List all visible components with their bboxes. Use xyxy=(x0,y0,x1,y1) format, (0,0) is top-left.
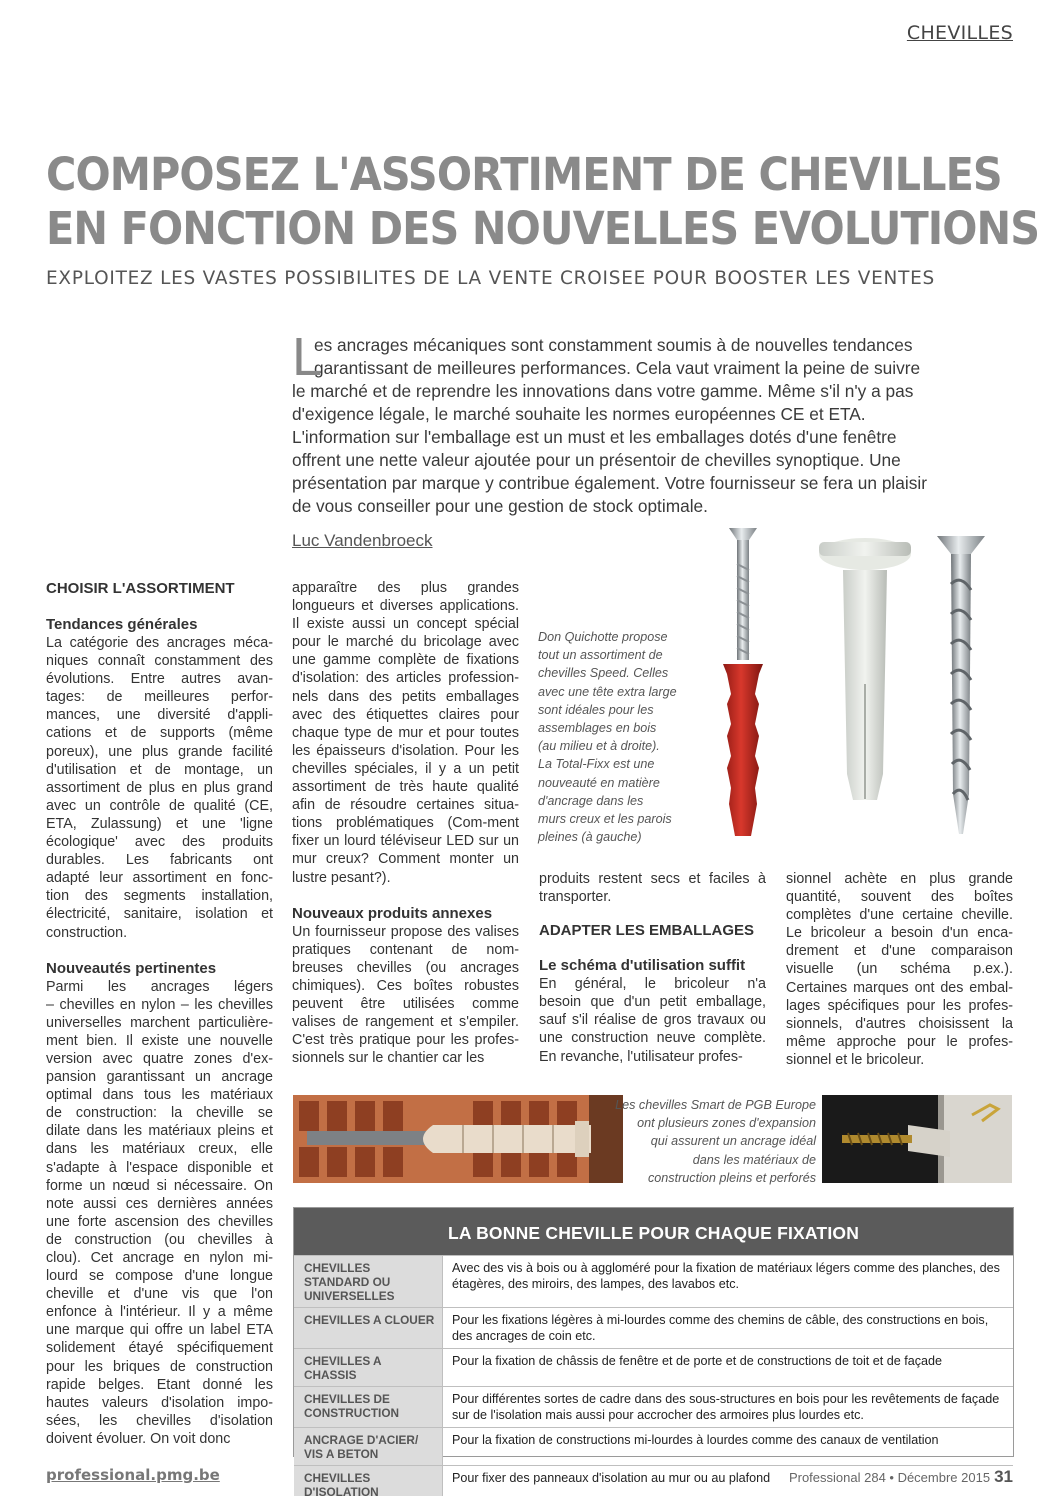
text-line: lustre pesant?). xyxy=(292,869,391,886)
paragraph xyxy=(539,975,766,1065)
intro-line: le marché et de reprendre les innovations dans votre gamme. Même s'il n'y a pas xyxy=(292,381,914,401)
text-line: de construction: la cheville se xyxy=(46,1105,273,1122)
text-line: sionnels sur le chantier car les xyxy=(292,1050,485,1067)
text-line: nels dans des petits emballages xyxy=(292,688,519,705)
text-line: valises de rangement et s'empiler. xyxy=(292,1014,519,1031)
text-line: pratiques contenant de nom- xyxy=(292,941,519,958)
intro-line: es ancrages mécaniques sont constamment soumis à de nouvelles tendances xyxy=(314,335,913,355)
text-line: assortiment de plus en plus grand xyxy=(46,779,273,796)
text-line: électricité, sanitaire, isolation et xyxy=(46,906,273,923)
text-line: Certaines marques ont des embal- xyxy=(786,979,1013,996)
text-line: avec des étiquettes claires pour xyxy=(292,706,519,723)
text-line: dilate dans les matériaux pleins et xyxy=(46,1123,273,1140)
text-line: poreux), une plus grande facilité xyxy=(46,743,273,760)
caption-line: construction pleins et perforés xyxy=(647,1170,816,1185)
subheading: Tendances générales xyxy=(46,616,198,633)
text-line: sionnel achète en plus grande xyxy=(786,871,1013,887)
intro-line: d'exigence légale, le marché souhaite les normes européennes CE et ETA. xyxy=(292,404,866,424)
paragraph xyxy=(292,923,519,1068)
table-row-key: CHEVILLES A CHASSIS xyxy=(294,1349,442,1386)
table-row-key: ANCRAGE D'ACIER/ VIS A BETON xyxy=(294,1428,442,1465)
text-line: une marque qui offre un label ETA xyxy=(46,1322,273,1339)
headline xyxy=(46,148,1040,256)
author-byline[interactable]: Luc Vandenbroeck xyxy=(292,531,433,550)
text-line: lages spécifiques pour les profes- xyxy=(786,997,1013,1014)
text-line: construction. xyxy=(46,924,128,941)
page-footer xyxy=(789,1467,1013,1487)
table-row-value: Avec des vis à bois ou à aggloméré pour la fixation de matériaux légers comme des planches, des étagères, des miroirs, des lampes, des lavabos etc. xyxy=(442,1256,1013,1307)
column-2 xyxy=(292,579,519,1067)
table-row-key: CHEVILLES DE CONSTRUCTION xyxy=(294,1387,442,1427)
table-row-key: CHEVILLES A CLOUER xyxy=(294,1308,442,1348)
text-line: s'adapte à l'espace disponible et xyxy=(46,1159,273,1176)
text-line: peuvent être utilisées comme xyxy=(292,995,519,1012)
text-line: ment bien. Il existe une nouvelle xyxy=(46,1032,273,1049)
caption-line: assemblages en bois xyxy=(538,721,657,736)
caption-line: dans les matériaux de xyxy=(692,1152,816,1167)
text-line: même approche pour le profes- xyxy=(786,1033,1013,1050)
text-line: pour les briques de construction xyxy=(46,1358,273,1375)
text-line: optimal dans tous les matériaux xyxy=(46,1087,273,1104)
section-heading: CHOISIR L'ASSORTIMENT xyxy=(46,580,235,597)
text-line: niques connaît constamment des xyxy=(46,653,273,670)
text-line: doivent évoluer. On voit donc xyxy=(46,1430,231,1447)
text-line: C'est très pratique pour les profes- xyxy=(292,1032,519,1049)
column-3 xyxy=(539,870,766,1066)
caption-line: chevilles Speed. Celles xyxy=(538,666,669,681)
anchors-illustration xyxy=(715,524,1015,844)
text-line: enfonce à l'intérieur. Il y a même xyxy=(46,1304,273,1321)
text-line: hautes valeurs d'isolation impo- xyxy=(46,1394,273,1411)
text-line: sionnels, d'autres choisissent la xyxy=(786,1015,1013,1032)
intro-line: présentation par marque y contribue également. Votre fournisseur se fera un plaisir xyxy=(292,473,927,493)
brick-anchor-photo xyxy=(293,1095,623,1183)
text-line: pour le marché du bricolage avec xyxy=(292,634,519,651)
screw-wall-illustration xyxy=(822,1095,1012,1183)
caption-line: pleines (à gauche) xyxy=(538,830,642,845)
text-line: produits restent secs et faciles à xyxy=(539,871,766,887)
table-row xyxy=(294,1307,1013,1348)
text-line: mances, une diversité d'appli- xyxy=(46,707,273,724)
table-row-key: CHEVILLES STANDARD OU UNIVERSELLES xyxy=(294,1256,442,1307)
text-line: chevilles spéciales, il y a un petit xyxy=(292,760,519,777)
text-line: une forte ascension des chevilles xyxy=(46,1213,273,1230)
text-line: apparaître des plus grandes xyxy=(292,580,519,596)
text-line: d'utilisation et de montage, un xyxy=(46,761,273,778)
text-line: afin de résoudre certaines situa- xyxy=(292,797,519,814)
table-row-key: CHEVILLES D'ISOLATION xyxy=(294,1466,442,1496)
intro-line: garantissant de meilleures performances. Cela vaut vraiment la peine de suivre xyxy=(314,358,921,378)
text-line: pansion garantissant un ancrage xyxy=(46,1069,273,1086)
column-1 xyxy=(46,580,273,1448)
text-line: tages: de meilleures perfor- xyxy=(46,689,273,706)
text-line: assortiment de très haute qualité xyxy=(292,779,519,796)
caption-line: d'ancrage dans les xyxy=(538,793,644,808)
text-line: écologique' avec des produits xyxy=(46,834,273,851)
caption-line: avec une tête extra large xyxy=(538,684,677,699)
text-line: universelles marchent particulière- xyxy=(46,1014,273,1031)
caption-line: La Total-Fixx est une xyxy=(538,757,655,772)
text-line: chimiques). Ces boîtes robustes xyxy=(292,977,519,994)
intro-paragraph xyxy=(292,327,932,518)
photo-caption xyxy=(600,1096,816,1187)
table-row xyxy=(294,1386,1013,1427)
text-line: les épaisseurs d'isolation. Pour les xyxy=(292,742,519,759)
caption-line: tout un assortiment de xyxy=(538,648,663,663)
caption-line: qui assurent un ancrage idéal xyxy=(650,1134,816,1149)
caption-line: ont plusieurs zones d'expansion xyxy=(637,1116,816,1131)
text-line: La catégorie des ancrages méca- xyxy=(46,635,273,651)
table-row-value: Pour la fixation de châssis de fenêtre et de porte et de constructions de toit et de façade xyxy=(442,1349,1013,1386)
text-line: fixer un lourd téléviseur LED sur un xyxy=(292,833,519,850)
text-line: sionnel et le bricoleur. xyxy=(786,1051,925,1068)
brick-anchor-illustration xyxy=(293,1095,623,1183)
text-line: Il existe aussi un concept spécial xyxy=(292,616,519,633)
page-number: 31 xyxy=(994,1467,1013,1486)
caption-line: (au milieu et à droite). xyxy=(538,739,660,754)
text-line: tions problématiques (Com-ment xyxy=(292,815,519,832)
text-line: chaque type de mur et pour toutes xyxy=(292,724,519,741)
text-line: drement et d'une comparaison xyxy=(786,943,1013,960)
text-line: avec un contrôle de qualité (CE, xyxy=(46,797,273,814)
caption-line: nouveauté en matière xyxy=(538,775,660,790)
text-line: de construction (ou chevilles à xyxy=(46,1231,273,1248)
text-line: mur creux? Comment monter un xyxy=(292,851,519,868)
text-line: besoin que d'un petit emballage, xyxy=(539,994,766,1011)
subheading: Nouveaux produits annexes xyxy=(292,904,493,922)
text-line: cations et de supports (même xyxy=(46,725,273,742)
caption-line: Les chevilles Smart de PGB Europe xyxy=(615,1098,816,1112)
text-line: Un fournisseur propose des valises xyxy=(292,923,519,940)
text-line: cheville et d'une vis que l'on xyxy=(46,1286,273,1303)
table-row-value: Pour fixer des panneaux d'isolation au mur ou au plafond xyxy=(442,1466,1013,1496)
text-line: forme un nœud si nécessaire. On xyxy=(46,1177,273,1194)
text-line: – chevilles en nylon – les chevilles xyxy=(46,996,273,1013)
paragraph xyxy=(786,870,1013,1069)
text-line: Le bricoleur a besoin d'un enca- xyxy=(786,925,1013,942)
text-line: Parmi les ancrages légers xyxy=(46,978,273,995)
section-tag: CHEVILLES xyxy=(906,22,1013,44)
paragraph xyxy=(46,634,273,942)
text-line: version avec quatre zones d'ex- xyxy=(46,1050,273,1067)
intro-line: L'information sur l'emballage est un must et les emballages dotés d'une fenêtre xyxy=(292,427,897,447)
text-line: clou). Cet ancrage en nylon mi- xyxy=(46,1250,273,1266)
headline-line: EN FONCTION DES NOUVELLES EVOLUTIONS xyxy=(46,202,1040,255)
table-row xyxy=(294,1348,1013,1386)
caption-line: sont idéales pour les xyxy=(538,702,654,717)
intro-line: de vous conseiller pour une gestion de stock optimale. xyxy=(292,496,708,516)
text-line: quantité, souvent des boîtes xyxy=(786,889,1013,906)
text-line: En revanche, l'utilisateur profes- xyxy=(539,1048,743,1065)
text-line: durables. Les fabricants ont xyxy=(46,852,273,869)
subheading: Le schéma d'utilisation suffit xyxy=(539,957,746,975)
subheadline: EXPLOITEZ LES VASTES POSSIBILITES DE LA VENTE CROISEE POUR BOOSTER LES VENTES xyxy=(46,267,936,289)
text-line: évolutions. Entre autres avan- xyxy=(46,671,273,688)
column-4 xyxy=(786,870,1013,1069)
subheading: Nouveautés pertinentes xyxy=(46,959,217,977)
table-row-value: Pour la fixation de constructions mi-lourdes à lourdes comme des canaux de ventilation xyxy=(442,1428,1013,1465)
text-line: transporter. xyxy=(539,889,612,906)
text-line: complètes d'une certaine cheville. xyxy=(786,907,1013,924)
text-line: sauf s'il réalise de gros travaux ou xyxy=(539,1012,766,1029)
issue-label: Professional 284 • Décembre 2015 xyxy=(788,1470,991,1485)
table-row xyxy=(294,1255,1013,1307)
text-line: solidement étayé spécifiquement xyxy=(46,1340,273,1357)
text-line: breuses chevilles (ou ancrages xyxy=(292,959,519,976)
text-line: sées, les chevilles d'isolation xyxy=(46,1412,273,1429)
paragraph xyxy=(46,978,273,1448)
table-row xyxy=(294,1427,1013,1465)
text-line: ETA, Zulassung) et une 'ligne xyxy=(46,815,273,832)
photo-caption xyxy=(538,628,708,846)
section-heading: ADAPTER LES EMBALLAGES xyxy=(539,922,755,940)
text-line: note aussi ces dernières années xyxy=(46,1195,273,1212)
text-line: lourd se compose d'une longue xyxy=(46,1268,273,1285)
text-line: rapide belges. Etant donné les xyxy=(46,1376,273,1393)
table-row-value: Pour les fixations légères à mi-lourdes comme des chemins de câble, des constructions en bois, des ancrages de coin etc. xyxy=(442,1308,1013,1348)
text-line: longueurs et diverses applications. xyxy=(292,598,519,615)
text-line: visuelle (un schéma p.ex.). xyxy=(786,961,1013,978)
intro-line: offrent une nette valeur ajoutée pour un présentoir de chevilles synoptique. Une xyxy=(292,450,901,470)
text-line: En général, le bricoleur n'a xyxy=(539,976,766,993)
screw-wall-photo xyxy=(822,1095,1012,1183)
paragraph xyxy=(292,579,519,887)
anchors-photo xyxy=(715,524,1015,844)
caption-line: Don Quichotte propose xyxy=(538,630,668,644)
drop-cap: L xyxy=(292,327,323,387)
table-row-value: Pour différentes sortes de cadre dans des sous-structures en bois pour les revêtements de façade sur de l'isolation mais aussi pour accrocher des armoires plus lourdes etc. xyxy=(442,1387,1013,1427)
headline-line: COMPOSEZ L'ASSORTIMENT DE CHEVILLES xyxy=(46,148,1002,201)
text-line: une gamme complète de fixations xyxy=(292,652,519,669)
website-link[interactable]: professional.pmg.be xyxy=(46,1466,220,1484)
text-line: adapté leur assortiment en fonc- xyxy=(46,870,273,887)
text-line: d'isolation: des articles profession- xyxy=(292,670,519,687)
table-title: LA BONNE CHEVILLE POUR CHAQUE FIXATION xyxy=(294,1208,1013,1255)
caption-line: murs creux et les parois xyxy=(538,812,672,827)
text-line: dans les matériaux creux, elle xyxy=(46,1141,273,1158)
text-line: tion des segments installation, xyxy=(46,888,273,905)
text-line: une construction neuve complète. xyxy=(539,1030,766,1047)
paragraph xyxy=(539,870,766,906)
